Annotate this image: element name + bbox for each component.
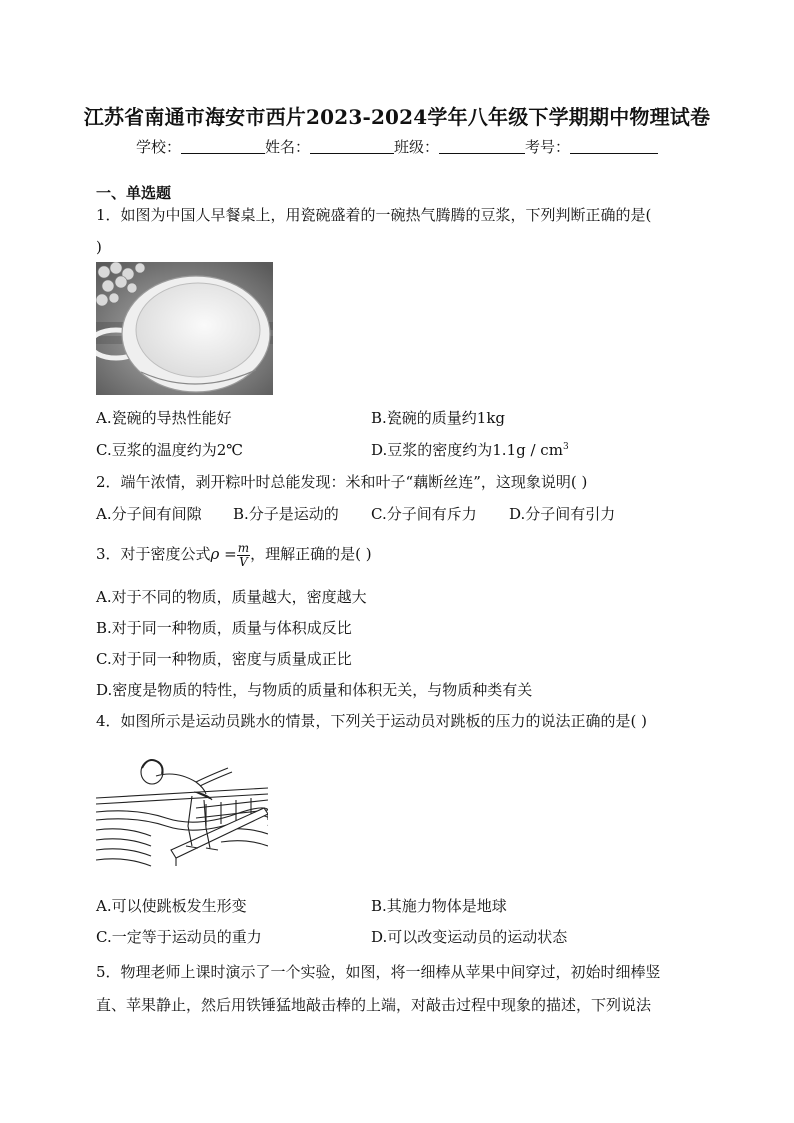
exam-title: 江苏省南通市海安市西片2023-2024学年八年级下学期期中物理试卷 bbox=[83, 105, 711, 129]
q4-option-d: D.可以改变运动员的运动状态 bbox=[371, 928, 568, 946]
section-title: 一、单选题 bbox=[96, 184, 172, 202]
formula-numerator: m bbox=[237, 540, 250, 555]
school-label: 学校： bbox=[135, 138, 181, 156]
soy-milk-bowl-image bbox=[96, 262, 273, 395]
name-label: 姓名： bbox=[264, 138, 310, 156]
q3-option-a: A.对于不同的物质，质量越大，密度越大 bbox=[96, 588, 367, 606]
diver-on-springboard-image bbox=[96, 748, 268, 876]
question-5-line1: 5．物理老师上课时演示了一个实验，如图，将一细棒从苹果中间穿过，初始时细棒竖 bbox=[96, 963, 661, 981]
question-1-line2: ) bbox=[96, 238, 102, 256]
q1-option-d-text: D.豆浆的密度约为1.1g / cm bbox=[371, 441, 563, 459]
question-3-prefix: 3．对于密度公式 bbox=[96, 545, 211, 563]
q1-option-c: C.豆浆的温度约为2℃ bbox=[96, 441, 244, 459]
q2-option-a: A.分子间有间隙 bbox=[96, 505, 202, 523]
density-formula-fraction bbox=[237, 542, 250, 569]
q3-option-d: D.密度是物质的特性，与物质的质量和体积无关，与物质种类有关 bbox=[96, 681, 533, 699]
q1-option-b: B.瓷碗的质量约1kg bbox=[371, 409, 506, 427]
q2-option-b: B.分子是运动的 bbox=[233, 505, 339, 523]
question-4-text: 4．如图所示是运动员跳水的情景，下列关于运动员对跳板的压力的说法正确的是( ) bbox=[96, 712, 648, 730]
name-blank bbox=[310, 139, 394, 154]
question-1-text bbox=[96, 201, 700, 261]
q3-option-b: B.对于同一种物质，质量与体积成反比 bbox=[96, 619, 352, 637]
question-5-text bbox=[96, 956, 700, 1022]
class-label: 班级： bbox=[394, 138, 440, 156]
number-blank bbox=[570, 139, 658, 154]
q3-option-c: C.对于同一种物质，密度与质量成正比 bbox=[96, 650, 352, 668]
question-3-text bbox=[96, 540, 700, 569]
q1-option-a: A.瓷碗的导热性能好 bbox=[96, 409, 232, 427]
q4-option-b: B.其施力物体是地球 bbox=[371, 897, 507, 915]
q4-option-c: C.一定等于运动员的重力 bbox=[96, 928, 262, 946]
formula-denominator: V bbox=[239, 554, 248, 569]
q4-option-a: A.可以使跳板发生形变 bbox=[96, 897, 247, 915]
question-3-suffix: ，理解正确的是( ) bbox=[250, 545, 372, 563]
q1-option-d bbox=[371, 439, 569, 460]
number-label: 考号： bbox=[525, 138, 571, 156]
school-blank bbox=[181, 139, 265, 154]
q2-option-c: C.分子间有斥力 bbox=[371, 505, 477, 523]
question-1-line1: 1．如图为中国人早餐桌上，用瓷碗盛着的一碗热气腾腾的豆浆，下列判断正确的是( bbox=[96, 206, 652, 224]
question-2-text: 2．端午浓情，剥开粽叶时总能发现：米和叶子“藕断丝连”，这现象说明( ) bbox=[96, 473, 588, 491]
q1-unit-exponent: 3 bbox=[562, 442, 569, 452]
student-info-line bbox=[0, 136, 794, 157]
class-blank bbox=[439, 139, 525, 154]
q2-option-d: D.分子间有引力 bbox=[509, 505, 616, 523]
density-formula-lhs: ρ = bbox=[210, 545, 237, 563]
question-5-line2: 直、苹果静止，然后用铁锤猛地敲击棒的上端，对敲击过程中现象的描述，下列说法 bbox=[96, 996, 652, 1014]
